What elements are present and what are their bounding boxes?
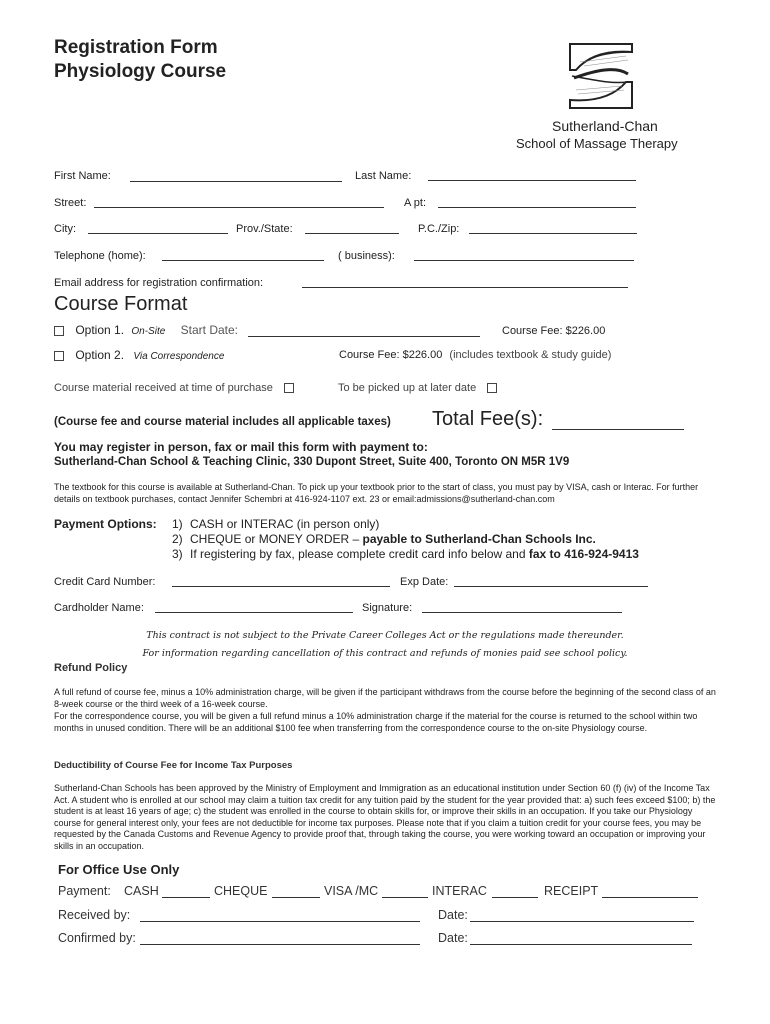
office-visa-field[interactable] (382, 897, 428, 898)
form-subtitle: Physiology Course (54, 61, 227, 82)
total-fee-field[interactable] (552, 429, 684, 430)
payment-options-label: Payment Options: (54, 517, 157, 531)
office-visa-label: VISA /MC (324, 884, 379, 898)
city-label: City: (54, 223, 76, 235)
received-date-field[interactable] (470, 921, 694, 922)
option2-label: Option 2. (75, 348, 125, 362)
business-label: ( business): (338, 250, 395, 262)
first-name-label: First Name: (54, 170, 111, 182)
material-pickup-label: To be picked up at later date (338, 382, 477, 394)
office-receipt-field[interactable] (602, 897, 698, 898)
office-use-heading: For Office Use Only (58, 862, 180, 877)
option1-fee: Course Fee: $226.00 (502, 325, 606, 337)
office-cash-label: CASH (124, 884, 159, 898)
exp-date-label: Exp Date: (400, 576, 449, 588)
office-cheque-label: CHEQUE (214, 884, 268, 898)
signature-field[interactable] (422, 612, 622, 613)
prov-field[interactable] (305, 233, 399, 234)
confirmed-date-label: Date: (438, 931, 468, 945)
school-subtitle: School of Massage Therapy (516, 136, 678, 151)
office-cheque-field[interactable] (272, 897, 320, 898)
apt-label: A pt: (404, 197, 427, 209)
refund-paragraph-1: A full refund of course fee, minus a 10% administration charge, will be given if the participant withdraws from the course before the beginning of the second class of an 8-week course or the third week of a 16-week course. (54, 687, 716, 709)
option1-label: Option 1. (75, 323, 125, 337)
apt-field[interactable] (438, 207, 636, 208)
office-receipt-label: RECEIPT (544, 884, 599, 898)
tax-heading: Deductibility of Course Fee for Income Tax Purposes (54, 760, 293, 771)
payment-option-3-text: If registering by fax, please complete credit card info below and (190, 547, 529, 561)
signature-label: Signature: (362, 602, 413, 614)
school-logo (566, 40, 636, 112)
option1-checkbox[interactable] (54, 326, 64, 336)
tax-paragraph: Sutherland-Chan Schools has been approved by the Ministry of Employment and Immigration as an educational institution under Section 60 (f) (iv) of the Income Tax Act. A student who is enrolled at our school may claim a tuition tax credit for any tuition paid by the student for the year provided that: a) such fees exceed $100; b) the student is at least 16 years of age; c) the student was enrolled in the course to obtain skills for, or improve their skills in an occupation. If you take our Physiology course for general interest only, your fees are not deductible for income tax purposes. Please note that if you claim a tuition credit for your course fees, you may be requested by the Canada Customs and Revenue Agency to provide proof that, through taking the course, you were working toward an occupation or improving your skills in an occupation. (54, 783, 716, 851)
option2-fee: Course Fee: $226.00 (339, 349, 443, 361)
option1-row (54, 323, 238, 337)
confirmed-by-field[interactable] (140, 944, 420, 945)
option2-note: (includes textbook & study guide) (449, 349, 612, 361)
payment-option-2-num: 2) (172, 532, 183, 546)
last-name-field[interactable] (428, 180, 636, 181)
material-received-checkbox[interactable] (284, 383, 294, 393)
business-field[interactable] (414, 260, 634, 261)
office-cash-field[interactable] (162, 897, 210, 898)
credit-card-field[interactable] (172, 586, 390, 587)
start-date-label: Start Date: (180, 323, 238, 337)
refund-policy-heading: Refund Policy (54, 662, 128, 674)
street-field[interactable] (94, 207, 384, 208)
first-name-field[interactable] (130, 181, 342, 182)
email-label: Email address for registration confirmation: (54, 277, 264, 289)
postal-label: P.C./Zip: (418, 223, 460, 235)
course-format-heading: Course Format (54, 293, 188, 315)
last-name-label: Last Name: (355, 170, 412, 182)
postal-field[interactable] (469, 233, 637, 234)
payment-option-1-text: CASH or INTERAC (in person only) (190, 517, 380, 531)
telephone-label: Telephone (home): (54, 250, 146, 262)
telephone-field[interactable] (162, 260, 324, 261)
office-payment-label: Payment: (58, 884, 111, 898)
prov-label: Prov./State: (236, 223, 293, 235)
payment-option-3-fax: fax to 416-924-9413 (528, 547, 639, 561)
form-title: Registration Form (54, 37, 218, 58)
option2-fee-row (339, 349, 611, 361)
confirmed-by-label: Confirmed by: (58, 931, 136, 945)
credit-card-label: Credit Card Number: (54, 576, 156, 588)
option2-row (54, 348, 224, 362)
material-received-label: Course material received at time of purchase (54, 382, 273, 394)
material-pickup-checkbox[interactable] (487, 383, 497, 393)
payment-option-2-payee: payable to Sutherland-Chan Schools Inc. (362, 532, 596, 546)
textbook-note: The textbook for this course is available at Sutherland-Chan. To pick up your textbook prior to the start of class, you must pay by VISA, cash or Interac. For further details on textbook purchases, contact Jennifer Schembri at 416-924-1107 ext. 23 or email:admissions@sutherland-chan.com (54, 482, 699, 504)
payment-option-3 (172, 547, 639, 561)
received-by-field[interactable] (140, 921, 420, 922)
street-label: Street: (54, 197, 87, 209)
register-line1: You may register in person, fax or mail this form with payment to: (54, 440, 428, 454)
total-fee-label: Total Fee(s): (432, 408, 544, 430)
material-pickup-row (338, 382, 497, 394)
register-address: Sutherland-Chan School & Teaching Clinic, 330 Dupont Street, Suite 400, Toronto ON M5R 1V9 (54, 456, 570, 468)
fee-includes-note: (Course fee and course material includes all applicable taxes) (54, 416, 391, 428)
payment-option-1-num: 1) (172, 517, 183, 531)
refund-paragraph-2: For the correspondence course, you will be given a full refund minus a 10% administration charge if the material for the course is returned to the school within two months in unused condition. There will be an additional $100 fee when transferring from the correspondence course to the on-site Physiology course. (54, 711, 698, 733)
exp-date-field[interactable] (454, 586, 648, 587)
office-interac-field[interactable] (492, 897, 538, 898)
cardholder-label: Cardholder Name: (54, 602, 144, 614)
option1-type: On-Site (131, 326, 166, 337)
received-date-label: Date: (438, 908, 468, 922)
cancellation-note: For information regarding cancellation of this contract and refunds of monies paid see school policy. (142, 648, 628, 659)
contract-note: This contract is not subject to the Private Career Colleges Act or the regulations made thereunder. (146, 630, 624, 641)
material-received-row (54, 382, 294, 394)
confirmed-date-field[interactable] (470, 944, 692, 945)
city-field[interactable] (88, 233, 228, 234)
option2-checkbox[interactable] (54, 351, 64, 361)
email-field[interactable] (302, 287, 628, 288)
option2-type: Via Correspondence (133, 351, 225, 362)
payment-option-1 (172, 517, 379, 531)
received-by-label: Received by: (58, 908, 131, 922)
payment-option-2 (172, 532, 596, 546)
school-name: Sutherland-Chan (552, 118, 658, 134)
cardholder-field[interactable] (155, 612, 353, 613)
start-date-field[interactable] (248, 336, 480, 337)
payment-option-2-text: CHEQUE or MONEY ORDER – (190, 532, 363, 546)
office-interac-label: INTERAC (432, 884, 487, 898)
payment-option-3-num: 3) (172, 547, 183, 561)
